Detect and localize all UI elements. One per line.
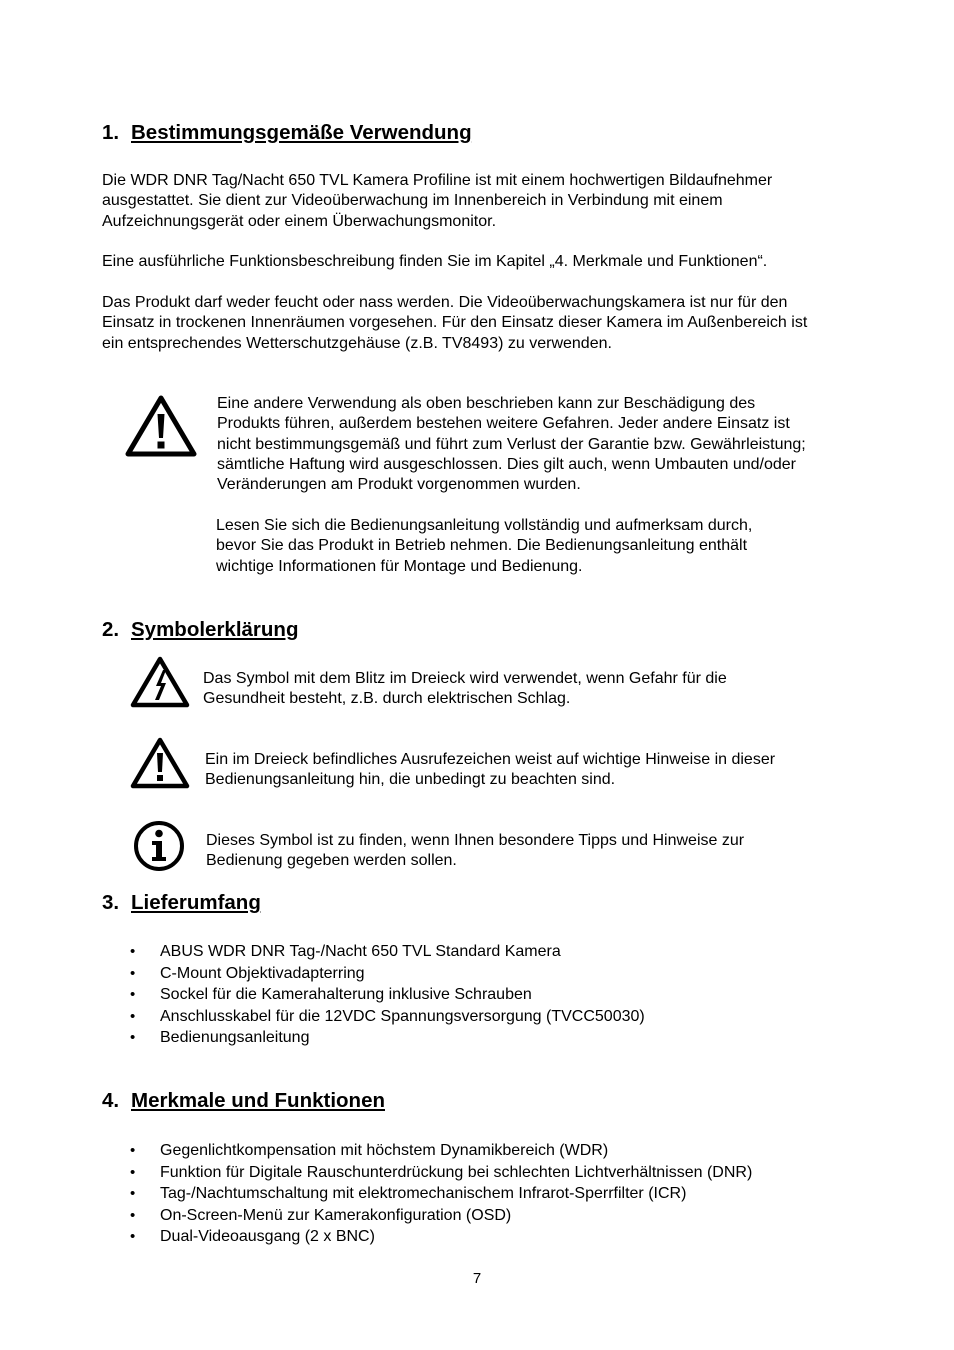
- list-item: • Dual-Videoausgang (2 x BNC): [102, 1226, 752, 1248]
- text-line: Lesen Sie sich die Bedienungsanleitung vollständig und aufmerksam durch,: [216, 517, 753, 534]
- section-title: Bestimmungsgemäße Verwendung: [131, 121, 472, 144]
- section-number: 3.: [102, 891, 120, 914]
- text-line: ausgestattet. Sie dient zur Videoüberwachung im Innenbereich in Verbindung mit einem: [102, 192, 723, 210]
- text-line: sämtliche Haftung wird ausgeschlossen. Dies gilt auch, wenn Umbauten und/oder: [217, 455, 796, 473]
- text-line: Einsatz in trockenen Innenräumen vorgesehen. Für den Einsatz dieser Kamera im Außenbereich ist: [102, 314, 808, 332]
- list-item: • C-Mount Objektivadapterring: [102, 963, 645, 985]
- exclamation-warning-icon: [124, 394, 198, 458]
- section-number: 2.: [102, 618, 120, 641]
- text-line: Eine andere Verwendung als oben beschrieben kann zur Beschädigung des: [217, 395, 756, 412]
- text-line: Das Produkt darf weder feucht oder nass werden. Die Videoüberwachungskamera ist nur für den: [102, 294, 788, 311]
- text-line: Aufzeichnungsgerät oder einem Überwachungsmonitor.: [102, 212, 497, 230]
- text-line: Veränderungen am Produkt vorgenommen wurden.: [217, 476, 581, 494]
- list-item: • Gegenlichtkompensation mit höchstem Dynamikbereich (WDR): [102, 1140, 752, 1162]
- list-item: • Anschlusskabel für die 12VDC Spannungsversorgung (TVCC50030): [102, 1006, 645, 1028]
- text-line: Ein im Dreieck befindliches Ausrufezeichen weist auf wichtige Hinweise in dieser: [205, 751, 776, 768]
- section-2-heading: [102, 618, 298, 642]
- exclamation-warning-icon: [129, 736, 191, 790]
- section-title: Symbolerklärung: [131, 618, 299, 641]
- text-line: Gesundheit besteht, z.B. durch elektrischen Schlag.: [203, 690, 571, 708]
- intended-use-paragraph: [102, 171, 902, 232]
- text-line: Eine ausführliche Funktionsbeschreibung finden Sie im Kapitel „4. Merkmale und Funktionen“.: [102, 253, 768, 270]
- warning-paragraph: [217, 394, 806, 495]
- moisture-paragraph: [102, 293, 902, 354]
- text-line: nicht bestimmungsgemäß und führt zum Verlust der Garantie bzw. Gewährleistung;: [217, 435, 806, 453]
- section-number: 1.: [102, 121, 120, 144]
- list-item: • Bedienungsanleitung: [102, 1027, 645, 1049]
- section-3-heading: [102, 891, 261, 915]
- page-number: 7: [472, 1270, 482, 1287]
- text-line: wichtige Informationen für Montage und Bedienung.: [216, 557, 583, 575]
- list-item: • ABUS WDR DNR Tag-/Nacht 650 TVL Standard Kamera: [102, 941, 645, 963]
- section-1-heading: [102, 121, 472, 145]
- text-line: Dieses Symbol ist zu finden, wenn Ihnen besondere Tipps und Hinweise zur: [206, 832, 745, 849]
- lightning-warning-icon: [129, 655, 191, 709]
- text-line: Bedienung gegeben werden sollen.: [206, 852, 457, 870]
- list-item: • Tag-/Nachtumschaltung mit elektromechanischem Infrarot-Sperrfilter (ICR): [102, 1183, 752, 1205]
- text-line: Das Symbol mit dem Blitz im Dreieck wird verwendet, wenn Gefahr für die: [203, 670, 727, 687]
- text-line: Bedienungsanleitung hin, die unbedingt zu beachten sind.: [205, 771, 616, 789]
- scope-of-delivery-list: [102, 941, 645, 1049]
- info-symbol-description: [206, 831, 744, 872]
- function-reference-paragraph: [102, 252, 902, 272]
- text-line: Die WDR DNR Tag/Nacht 650 TVL Kamera Profiline ist mit einem hochwertigen Bildaufnehmer: [102, 172, 773, 189]
- text-line: ein entsprechendes Wetterschutzgehäuse (z.B. TV8493) zu verwenden.: [102, 334, 612, 352]
- lightning-symbol-description: [203, 669, 727, 710]
- text-line: bevor Sie das Produkt in Betrieb nehmen. Die Bedienungsanleitung enthält: [216, 537, 748, 555]
- section-4-heading: [102, 1089, 385, 1113]
- section-title: Lieferumfang: [131, 891, 261, 914]
- list-item: • Funktion für Digitale Rauschunterdrückung bei schlechten Lichtverhältnissen (DNR): [102, 1162, 752, 1184]
- text-line: Produkts führen, außerdem bestehen weitere Gefahren. Jeder andere Einsatz ist: [217, 415, 790, 433]
- info-icon: [132, 819, 186, 873]
- features-list: [102, 1140, 752, 1248]
- list-item: • On-Screen-Menü zur Kamerakonfiguration (OSD): [102, 1205, 752, 1227]
- list-item: • Sockel für die Kamerahalterung inklusive Schrauben: [102, 984, 645, 1006]
- section-title: Merkmale und Funktionen: [131, 1089, 385, 1112]
- exclamation-symbol-description: [205, 750, 775, 791]
- section-number: 4.: [102, 1089, 120, 1112]
- read-manual-paragraph: [216, 516, 752, 577]
